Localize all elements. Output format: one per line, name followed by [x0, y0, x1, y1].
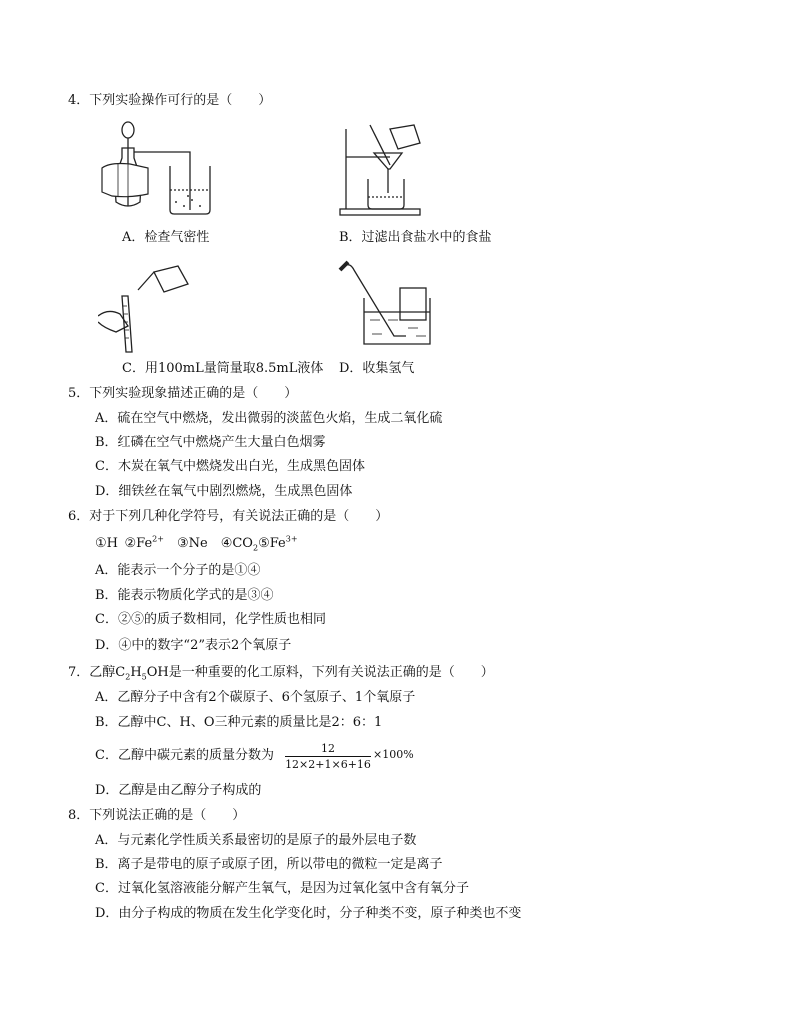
symbol-4: ④CO [220, 536, 253, 551]
symbol-1: ①H [95, 536, 118, 551]
q5-stem: 5．下列实验现象描述正确的是（ ） [68, 386, 298, 401]
symbol-5-charge: 3+ [285, 534, 298, 544]
figure-graduated-cylinder [98, 260, 198, 355]
q4-option-a: A．检查气密性 [122, 230, 210, 245]
q8-stem: 8．下列说法正确的是（ ） [68, 808, 246, 823]
fraction-denominator: 12×2+1×6+16 [285, 758, 371, 771]
q4-stem: 4．下列实验操作可行的是（ ） [68, 93, 272, 108]
figure-gas-collection [338, 258, 438, 353]
q6-option-d: D．④中的数字“2”表示2个氧原子 [95, 638, 292, 653]
q7-stem-sub2: 5 [141, 672, 147, 682]
symbol-4-subscript: 2 [252, 543, 259, 553]
figure-airtightness-check [100, 118, 215, 220]
q7-option-a: A．乙醇分子中含有2个碳原子、6个氢原子、1个氧原子 [95, 690, 416, 705]
q6-option-b: B．能表示物质化学式的是③④ [95, 588, 274, 603]
q4-option-d: D．收集氢气 [339, 361, 415, 376]
q7-fraction [285, 741, 371, 772]
q8-option-b: B．离子是带电的原子或原子团，所以带电的微粒一定是离子 [95, 857, 443, 872]
q7-option-b: B．乙醇中C、H、O三种元素的质量比是2：6：1 [95, 715, 383, 730]
q8-option-c: C．过氧化氢溶液能分解产生氧气，是因为过氧化氢中含有氧分子 [95, 881, 469, 896]
q4-option-c: C．用100mL量筒量取8.5mL液体 [122, 361, 324, 376]
symbol-5: ⑤Fe [258, 536, 286, 551]
symbol-2-charge: 2+ [152, 534, 164, 544]
q7-stem-pre: 7．乙醇C [68, 665, 126, 680]
q7-stem-mid: H [130, 665, 142, 680]
q5-option-c: C．木炭在氧气中燃烧发出白光，生成黑色固体 [95, 459, 365, 474]
fraction-numerator: 12 [321, 742, 335, 755]
q7-option-c: C．乙醇中碳元素的质量分数为 [95, 748, 274, 763]
fraction-percent: ×100% [373, 748, 414, 761]
q8-option-a: A．与元素化学性质关系最密切的是原子的最外层电子数 [95, 833, 417, 848]
q5-option-b: B．红磷在空气中燃烧产生大量白色烟雾 [95, 435, 326, 450]
symbol-2: ②Fe [124, 536, 153, 551]
q7-stem-sub1: 2 [125, 672, 131, 682]
q7-option-d: D．乙醇是由乙醇分子构成的 [95, 783, 262, 798]
q8-option-d: D．由分子构成的物质在发生化学变化时，分子种类不变，原子种类也不变 [95, 906, 522, 921]
q6-symbols [95, 535, 298, 553]
q6-option-a: A．能表示一个分子的是①④ [95, 563, 261, 578]
figure-filtration [338, 123, 438, 218]
q5-option-d: D．细铁丝在氧气中剧烈燃烧，生成黑色固体 [95, 484, 353, 499]
symbol-3: ③Ne [176, 536, 208, 551]
q5-option-a: A．硫在空气中燃烧，发出微弱的淡蓝色火焰，生成二氧化硫 [95, 411, 443, 426]
q6-option-c: C．②⑤的质子数相同，化学性质也相同 [95, 612, 326, 627]
q7-stem [68, 664, 494, 682]
q6-stem: 6．对于下列几种化学符号，有关说法正确的是（ ） [68, 509, 389, 524]
q7-stem-post: OH是一种重要的化工原料，下列有关说法正确的是（ ） [146, 665, 494, 680]
q4-option-b: B．过滤出食盐水中的食盐 [339, 230, 492, 245]
